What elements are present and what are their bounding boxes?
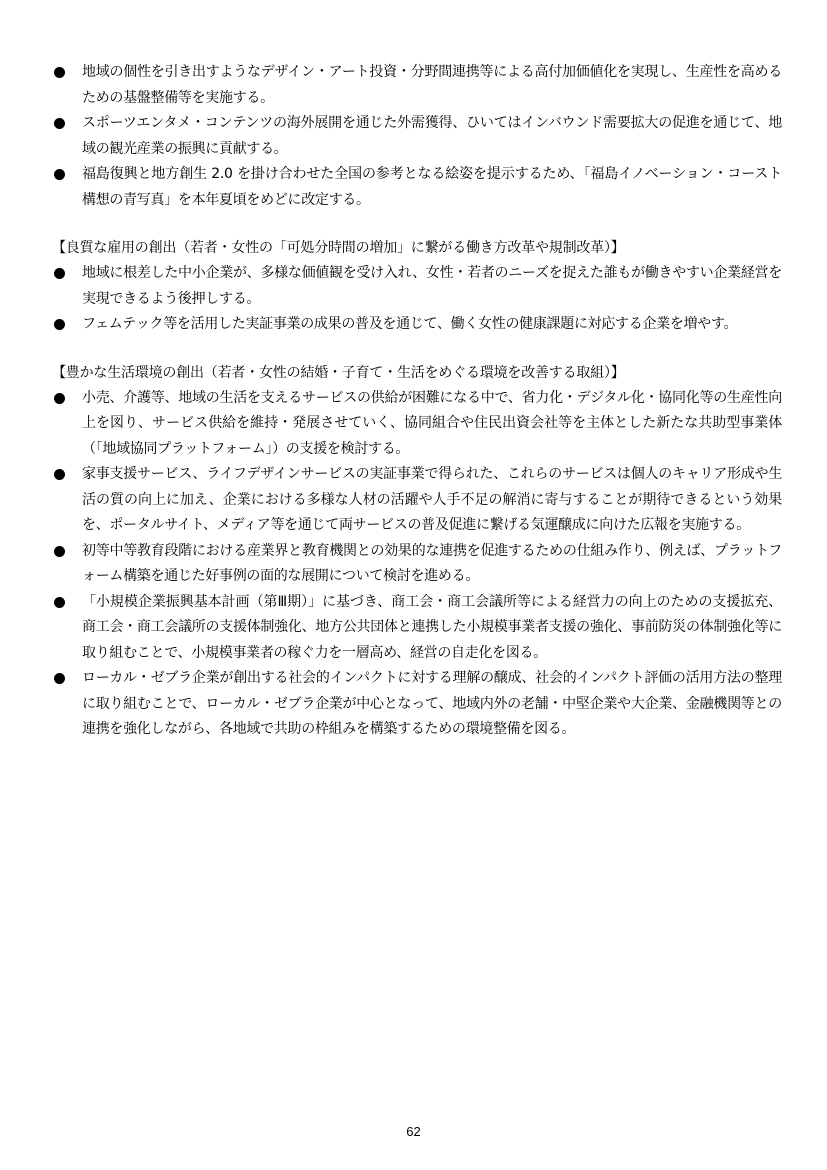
bullet-icon <box>54 118 65 129</box>
list-item-text: スポーツエンタメ・コンテンツの海外展開を通じた外需獲得、ひいてはインバウンド需要拡大の促進を通じて、地域の観光産業の振興に貢献する。 <box>82 115 782 157</box>
list-item <box>52 666 782 743</box>
list-item <box>52 539 782 590</box>
section-regional-value <box>52 60 782 213</box>
document-body <box>52 60 782 743</box>
list-item-text: ローカル・ゼブラ企業が創出する社会的インパクトに対する理解の醸成、社会的インパクト評価の活用方法の整理に取り組むことで、ローカル・ゼブラ企業が中心となって、地域内外の老舗・中堅企業や大企業、金融機関等との連携を強化しながら、各地域で共助の枠組みを構築するための環境整備を図る。 <box>82 670 782 737</box>
list-item-text: 家事支援サービス、ライフデザインサービスの実証事業で得られた、これらのサービスは個人のキャリア形成や生活の質の向上に加え、企業における多様な人材の活躍や人手不足の解消に寄与することが期待できるという効果を、ポータルサイト、メディア等を通じて両サービスの普及促進に繋げる気運醸成に向けた広報を実施する。 <box>82 466 782 533</box>
bullet-list <box>52 60 782 213</box>
list-item-text: 地域に根差した中小企業が、多様な価値観を受け入れ、女性・若者のニーズを捉えた誰もが働きやすい企業経営を実現できるよう後押しする。 <box>82 265 782 307</box>
list-item <box>52 312 782 338</box>
list-item-text: 小売、介護等、地域の生活を支えるサービスの供給が困難になる中で、省力化・デジタル化・協同化等の生産性向上を図り、サービス供給を維持・発展させていく、協同組合や住民出資会社等を主体とした新たな共助型事業体（「地域協同プラットフォーム」）の支援を検討する。 <box>82 389 782 457</box>
list-item <box>52 386 782 463</box>
list-item-text: 初等中等教育段階における産業界と教育機関との効果的な連携を促進するための仕組み作り、例えば、プラットフォーム構築を通じた好事例の面的な展開について検討を進める。 <box>82 542 782 584</box>
page-number: 62 <box>406 1124 421 1139</box>
bullet-icon <box>54 319 65 330</box>
section-heading: 【良質な雇用の創出（若者・女性の「可処分時間の増加」に繋がる働き方改革や規制改革）】 <box>52 240 625 256</box>
list-item <box>52 590 782 667</box>
list-item-text: 福島復興と地方創生 2.0 を掛け合わせた全国の参考となる絵姿を提示するため、「福島イノベーション・コースト構想の青写真」を本年夏頃をめどに改定する。 <box>82 166 782 208</box>
bullet-list <box>52 261 782 338</box>
list-item-text: 地域の個性を引き出すようなデザイン・アート投資・分野間連携等による高付加価値化を実現し、生産性を高めるための基盤整備等を実施する。 <box>82 64 782 106</box>
list-item <box>52 261 782 312</box>
section-heading: 【豊かな生活環境の創出（若者・女性の結婚・子育て・生活をめぐる環境を改善する取組）】 <box>52 364 625 381</box>
bullet-icon <box>54 673 65 684</box>
list-item <box>52 111 782 162</box>
bullet-list <box>52 386 782 743</box>
bullet-icon <box>54 67 65 78</box>
bullet-icon <box>54 469 65 480</box>
list-item-text: フェムテック等を活用した実証事業の成果の普及を通じて、働く女性の健康課題に対応する企業を増やす。 <box>82 316 738 332</box>
list-item-text: 「小規模企業振興基本計画（第Ⅲ期）」に基づき、商工会・商工会議所等による経営力の向上のための支援拡充、商工会・商工会議所の支援体制強化、地方公共団体と連携した小規模事業者支援の強化、事前防災の体制強化等に取り組むことで、小規模事業者の稼ぐ力を一層高め、経営の自走化を図る。 <box>82 593 782 661</box>
bullet-icon <box>54 393 65 404</box>
section-quality-employment <box>52 235 782 338</box>
section-living-environment <box>52 360 782 743</box>
bullet-icon <box>54 268 65 279</box>
bullet-icon <box>54 169 65 180</box>
bullet-icon <box>54 546 65 557</box>
list-item <box>52 462 782 539</box>
list-item <box>52 60 782 111</box>
list-item <box>52 162 782 213</box>
bullet-icon <box>54 597 65 608</box>
